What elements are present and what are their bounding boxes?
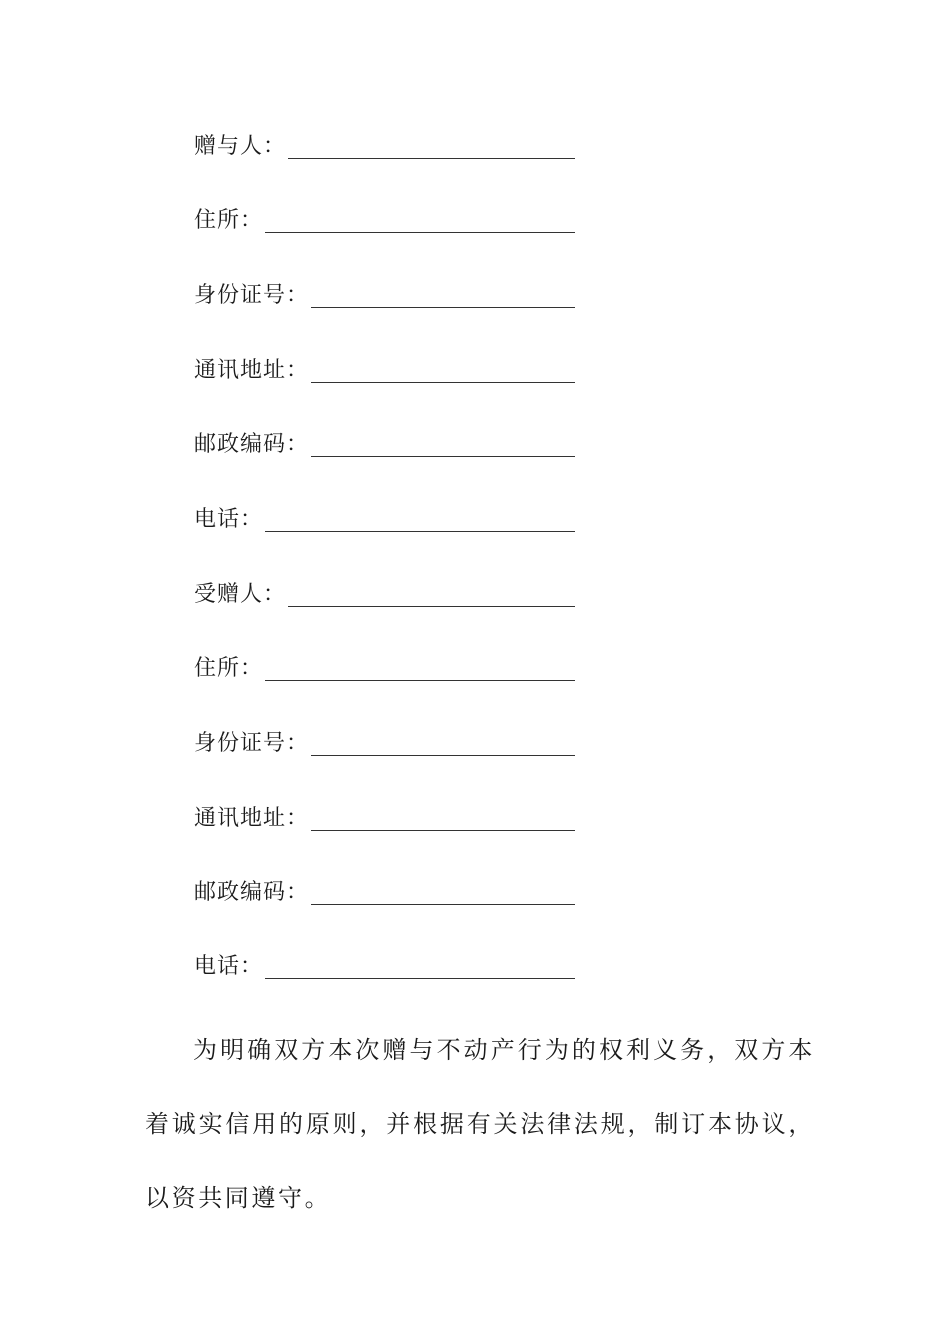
donor-phone-label: 电话： (194, 507, 264, 532)
donee-name-blank[interactable] (288, 605, 575, 607)
donee-name-label: 受赠人： (194, 582, 287, 607)
donee-phone-field (194, 946, 575, 986)
donor-name-field (194, 126, 575, 166)
donor-postcode-field (194, 424, 575, 464)
donor-id-blank[interactable] (311, 306, 575, 308)
donor-postcode-blank[interactable] (311, 455, 575, 457)
donee-phone-label: 电话： (194, 954, 264, 979)
donee-postcode-label: 邮政编码： (194, 880, 310, 905)
donor-mailing-address-blank[interactable] (311, 381, 575, 383)
donee-postcode-blank[interactable] (311, 903, 575, 905)
donor-name-label: 赠与人： (194, 134, 287, 159)
donee-id-label: 身份证号： (194, 731, 310, 756)
donor-mailing-address-label: 通讯地址： (194, 358, 310, 383)
donee-mailing-address-blank[interactable] (311, 829, 575, 831)
agreement-preamble: 为明确双方本次赠与不动产行为的权利义务，双方本着诚实信用的原则，并根据有关法律法规，制订本协议，以资共同遵守。 (145, 1036, 815, 1212)
donee-mailing-address-field (194, 798, 575, 838)
donee-name-field (194, 574, 575, 614)
donor-id-label: 身份证号： (194, 283, 310, 308)
donee-id-blank[interactable] (311, 754, 575, 756)
donor-address-label: 住所： (194, 208, 264, 233)
donee-postcode-field (194, 872, 575, 912)
donor-phone-blank[interactable] (265, 530, 575, 532)
donee-id-field (194, 723, 575, 763)
donor-mailing-address-field (194, 350, 575, 390)
donee-address-blank[interactable] (265, 679, 575, 681)
donee-mailing-address-label: 通讯地址： (194, 806, 310, 831)
donor-address-blank[interactable] (265, 231, 575, 233)
donor-postcode-label: 邮政编码： (194, 432, 310, 457)
donee-address-field (194, 648, 575, 688)
donor-phone-field (194, 499, 575, 539)
donor-name-blank[interactable] (288, 157, 575, 159)
donor-id-field (194, 275, 575, 315)
donee-phone-blank[interactable] (265, 977, 575, 979)
donee-address-label: 住所： (194, 656, 264, 681)
donor-address-field (194, 200, 575, 240)
